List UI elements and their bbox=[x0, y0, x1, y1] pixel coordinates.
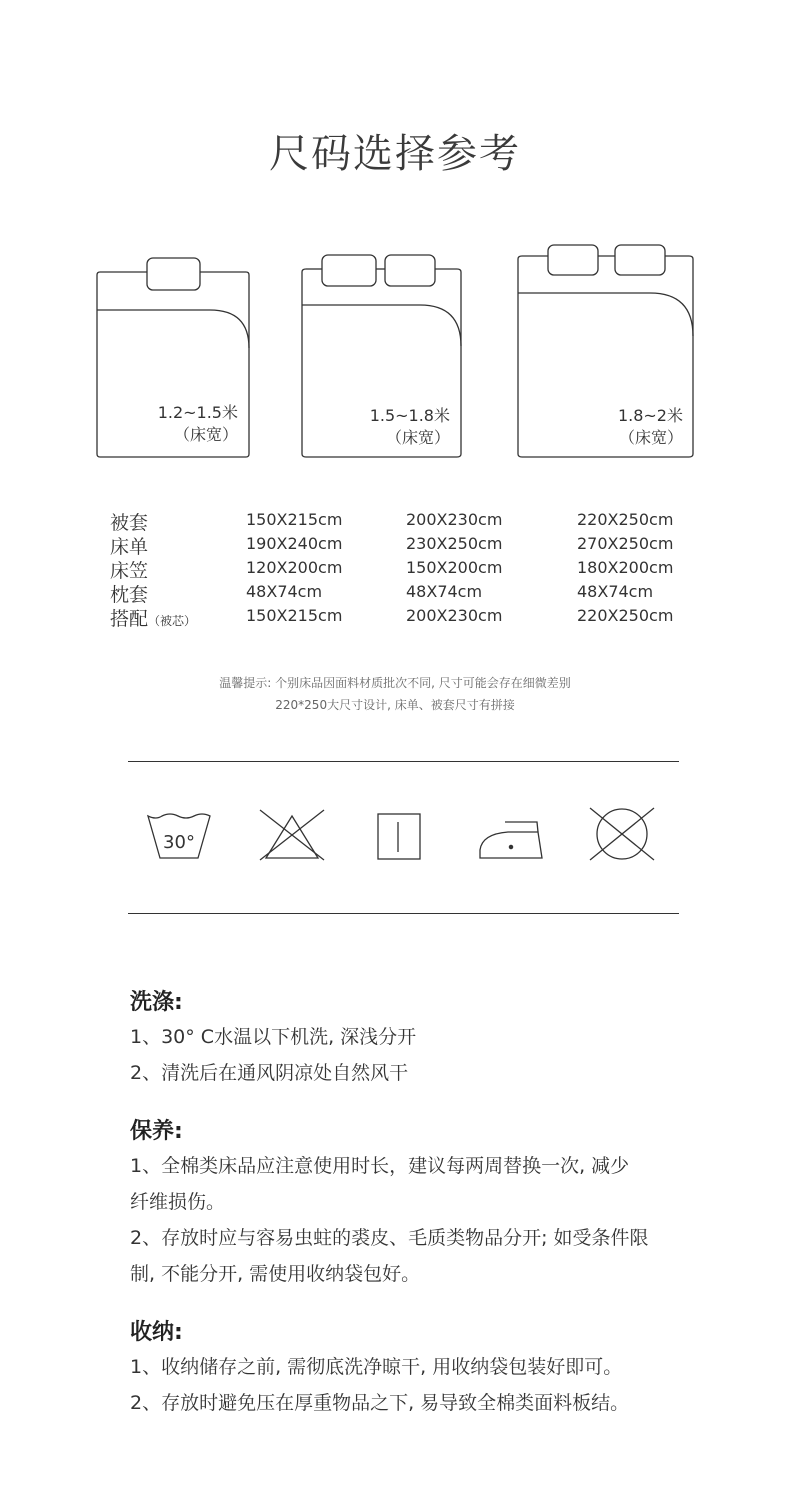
page-title: 尺码选择参考 bbox=[269, 131, 521, 177]
cell: 48X74cm bbox=[246, 582, 323, 601]
cell: 48X74cm bbox=[406, 582, 483, 601]
washing-text bbox=[130, 1019, 690, 1091]
storage-text bbox=[130, 1349, 690, 1421]
care-icons-row bbox=[0, 800, 790, 880]
care-heading: 保养: bbox=[130, 1119, 183, 1144]
cell: 190X240cm bbox=[246, 534, 343, 553]
care-line-4: 制, 不能分开, 需使用收纳袋包好。 bbox=[130, 1263, 421, 1285]
row-name bbox=[110, 604, 196, 631]
divider-bottom bbox=[128, 913, 679, 914]
storage-line-2: 2、存放时避免压在厚重物品之下, 易导致全棉类面料板结。 bbox=[130, 1392, 630, 1414]
line-dry-icon bbox=[378, 814, 420, 859]
cell: 150X215cm bbox=[246, 510, 343, 529]
pillow-icon bbox=[322, 255, 376, 286]
row-name: 枕套 bbox=[110, 584, 149, 606]
wash-temp-text: 30° bbox=[163, 832, 195, 853]
washing-line-1: 1、30° C水温以下机洗, 深浅分开 bbox=[130, 1026, 417, 1048]
cell: 180X200cm bbox=[577, 558, 674, 577]
washing-line-2: 2、清洗后在通风阴凉处自然风干 bbox=[130, 1062, 409, 1084]
bed-label-3 bbox=[590, 405, 683, 449]
row-name: 床笠 bbox=[110, 560, 149, 582]
cell: 200X230cm bbox=[406, 510, 503, 529]
bed-size-text: 1.8~2米 bbox=[617, 406, 683, 425]
pillow-icon bbox=[615, 245, 665, 275]
cell: 120X200cm bbox=[246, 558, 343, 577]
table-row bbox=[110, 604, 710, 628]
cell: 220X250cm bbox=[577, 606, 674, 625]
washing-heading: 洗涤: bbox=[130, 990, 183, 1015]
cell: 150X215cm bbox=[246, 606, 343, 625]
cell: 230X250cm bbox=[406, 534, 503, 553]
row-name: 床单 bbox=[110, 536, 149, 558]
cell: 270X250cm bbox=[577, 534, 674, 553]
table-row bbox=[110, 508, 710, 532]
size-table bbox=[110, 508, 710, 628]
bed-label-2 bbox=[350, 405, 450, 449]
divider-top bbox=[128, 761, 679, 762]
iron-low-icon bbox=[480, 822, 542, 858]
row-name: 被套 bbox=[110, 512, 149, 534]
table-row bbox=[110, 556, 710, 580]
bed-size-text: 1.2~1.5米 bbox=[157, 403, 238, 422]
care-text bbox=[130, 1148, 690, 1292]
care-line-1: 1、全棉类床品应注意使用时长，建议每两周替换一次, 减少 bbox=[130, 1155, 630, 1177]
bed-size-text: 1.5~1.8米 bbox=[369, 406, 450, 425]
bed-width-note: （床宽） bbox=[618, 428, 683, 447]
bed-label-1 bbox=[140, 402, 238, 446]
cell: 220X250cm bbox=[577, 510, 674, 529]
bed-width-note: （床宽） bbox=[173, 425, 238, 444]
no-dry-clean-icon bbox=[590, 808, 654, 860]
care-line-3: 2、存放时应与容易虫蛀的裘皮、毛质类物品分开; 如受条件限 bbox=[130, 1227, 649, 1249]
table-row bbox=[110, 580, 710, 604]
cell: 200X230cm bbox=[406, 606, 503, 625]
no-bleach-icon bbox=[260, 810, 324, 860]
wash-30-icon bbox=[148, 814, 210, 858]
pillow-icon bbox=[548, 245, 598, 275]
row-name-suffix: （被芯） bbox=[148, 614, 197, 628]
storage-line-1: 1、收纳储存之前, 需彻底洗净晾干, 用收纳袋包装好即可。 bbox=[130, 1356, 623, 1378]
pillow-icon bbox=[385, 255, 435, 286]
cell: 150X200cm bbox=[406, 558, 503, 577]
tip-line-2: 220*250大尺寸设计, 床单、被套尺寸有拼接 bbox=[275, 698, 515, 712]
row-name-text: 搭配 bbox=[110, 608, 149, 630]
tip-line-1: 温馨提示: 个别床品因面料材质批次不同, 尺寸可能会存在细微差别 bbox=[219, 676, 571, 690]
pillow-icon bbox=[147, 258, 200, 290]
cell: 48X74cm bbox=[577, 582, 654, 601]
bed-width-note: （床宽） bbox=[385, 428, 450, 447]
table-row bbox=[110, 532, 710, 556]
storage-heading: 收纳: bbox=[130, 1320, 183, 1345]
care-line-2: 纤维损伤。 bbox=[130, 1191, 226, 1213]
